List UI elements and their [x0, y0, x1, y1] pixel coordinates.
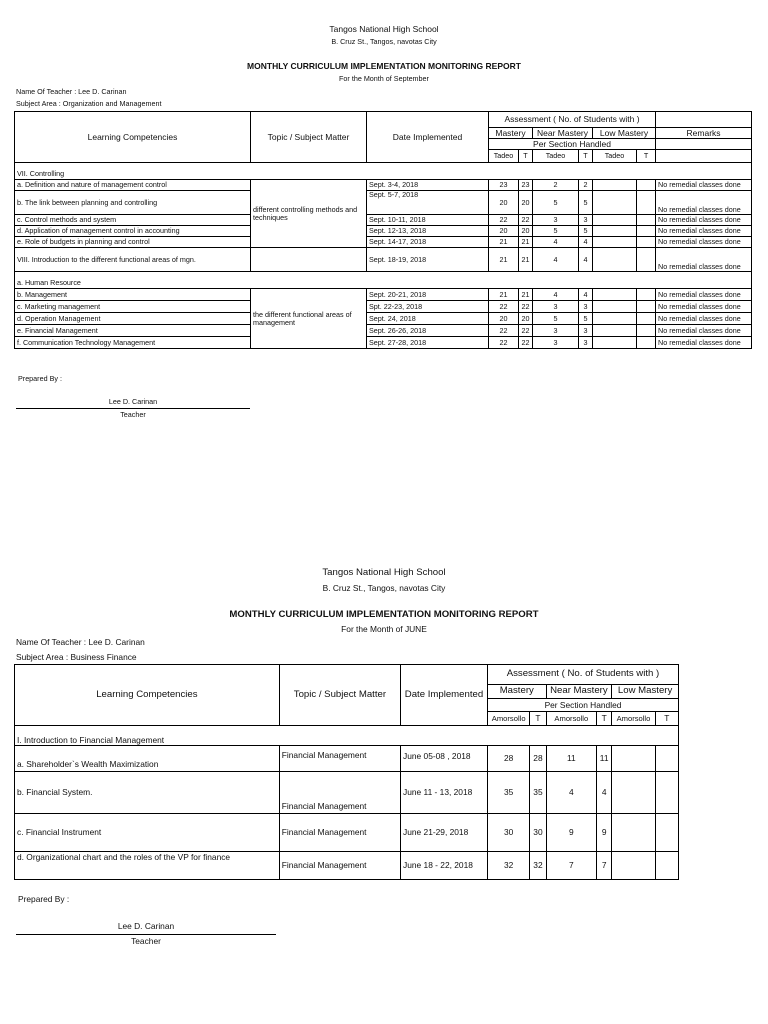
low-t-cell [637, 301, 656, 313]
mastery-cell: 35 [487, 772, 529, 814]
near-t-cell: 5 [579, 313, 593, 325]
mastery-cell: 32 [487, 852, 529, 880]
near-cell: 3 [533, 215, 579, 226]
school-name: Tangos National High School [322, 567, 446, 578]
date-cell: Sept. 26-26, 2018 [367, 325, 489, 337]
low-cell [593, 237, 637, 248]
header-low-mastery: Low Mastery [593, 128, 656, 139]
mastery-t-cell: 23 [519, 180, 533, 191]
low-cell [593, 248, 637, 272]
date-cell: Sept. 5-7, 2018 [367, 191, 489, 215]
near-t-cell: 3 [579, 325, 593, 337]
remarks-cell: No remedial classes done [656, 289, 752, 301]
header-assessment: Assessment ( No. of Students with ) [489, 112, 656, 128]
mastery-t-cell: 22 [519, 301, 533, 313]
mastery-t-cell: 32 [530, 852, 546, 880]
competency-cell: c. Financial Instrument [15, 814, 280, 852]
prepared-by-label: Prepared By : [18, 894, 70, 904]
remarks-cell: No remedial classes done [656, 226, 752, 237]
low-t-cell [655, 814, 678, 852]
report-title: MONTHLY CURRICULUM IMPLEMENTATION MONITORING REPORT [229, 609, 539, 620]
subject-area: Subject Area : Business Finance [16, 652, 137, 662]
competency-cell: b. The link between planning and controlling [15, 191, 251, 215]
report-month: For the Month of September [339, 74, 429, 83]
near-cell: 3 [533, 301, 579, 313]
header-mastery: Mastery [487, 685, 546, 699]
near-cell: 3 [533, 325, 579, 337]
mastery-cell: 28 [487, 746, 529, 772]
spacer-row [15, 726, 679, 736]
mastery-cell: 23 [489, 180, 519, 191]
low-cell [593, 226, 637, 237]
header-competencies: Learning Competencies [15, 112, 251, 163]
near-cell: 9 [546, 814, 597, 852]
header-competencies: Learning Competencies [15, 665, 280, 726]
mastery-cell: 21 [489, 237, 519, 248]
header-mastery: Mastery [489, 128, 533, 139]
near-cell: 5 [533, 226, 579, 237]
low-cell [593, 337, 637, 349]
mastery-t-cell: 20 [519, 226, 533, 237]
near-cell: 4 [533, 248, 579, 272]
mastery-t-cell: 35 [530, 772, 546, 814]
blank-cell [656, 139, 752, 150]
date-cell: Sept. 24, 2018 [367, 313, 489, 325]
report-title: MONTHLY CURRICULUM IMPLEMENTATION MONITORING REPORT [247, 61, 521, 71]
section-heading: I. Introduction to Financial Management [15, 736, 679, 746]
mastery-cell: 21 [489, 248, 519, 272]
blank-cell [656, 150, 752, 163]
date-cell: Sept. 20-21, 2018 [367, 289, 489, 301]
header-section-mastery: Tadeo [489, 150, 519, 163]
low-cell [593, 215, 637, 226]
near-cell: 4 [533, 237, 579, 248]
near-t-cell: 4 [579, 248, 593, 272]
low-t-cell [637, 226, 656, 237]
date-cell: June 05-08 , 2018 [401, 746, 488, 772]
topic-cell: different controlling methods and techniques [251, 180, 367, 248]
low-cell [593, 301, 637, 313]
school-address: B. Cruz St., Tangos, navotas City [331, 37, 437, 46]
competency-cell: c. Marketing management [15, 301, 251, 313]
signer-name: Lee D. Carinan [117, 921, 175, 931]
section-heading: VII. Controlling [15, 169, 752, 180]
competency-cell: d. Application of management control in accounting [15, 226, 251, 237]
report-month: For the Month of JUNE [341, 624, 427, 634]
header-section-mastery: Amorsollo [487, 712, 529, 726]
header-low-mastery: Low Mastery [612, 685, 679, 699]
low-t-cell [655, 772, 678, 814]
topic-cell: Financial Management [279, 814, 400, 852]
school-name: Tangos National High School [329, 24, 439, 34]
low-cell [593, 289, 637, 301]
near-t-cell: 9 [597, 814, 612, 852]
signer-role: Teacher [120, 410, 146, 419]
remarks-cell: No remedial classes done [656, 215, 752, 226]
near-cell: 5 [533, 313, 579, 325]
signature-line [16, 934, 276, 935]
header-per-section: Per Section Handled [487, 699, 678, 712]
section-heading: a. Human Resource [15, 278, 752, 289]
mastery-t-cell: 21 [519, 289, 533, 301]
near-t-cell: 7 [597, 852, 612, 880]
competency-cell: b. Financial System. [15, 772, 280, 814]
low-cell [593, 325, 637, 337]
competency-cell: a. Definition and nature of management control [15, 180, 251, 191]
near-cell: 2 [533, 180, 579, 191]
mastery-t-cell: 21 [519, 248, 533, 272]
header-t-low: T [637, 150, 656, 163]
low-t-cell [655, 852, 678, 880]
mastery-t-cell: 22 [519, 337, 533, 349]
teacher-name: Name Of Teacher : Lee D. Carinan [16, 87, 127, 96]
signer-name: Lee D. Carinan [108, 397, 158, 406]
near-t-cell: 3 [579, 301, 593, 313]
low-t-cell [637, 237, 656, 248]
low-t-cell [637, 289, 656, 301]
near-t-cell: 3 [579, 215, 593, 226]
header-t-mastery: T [519, 150, 533, 163]
near-t-cell: 4 [579, 289, 593, 301]
low-t-cell [637, 325, 656, 337]
mastery-cell: 21 [489, 289, 519, 301]
date-cell: Sept. 12-13, 2018 [367, 226, 489, 237]
near-cell: 11 [546, 746, 597, 772]
header-blank [656, 112, 752, 128]
near-t-cell: 4 [579, 237, 593, 248]
date-cell: Sept. 18-19, 2018 [367, 248, 489, 272]
monitoring-table [14, 111, 752, 349]
near-cell: 7 [546, 852, 597, 880]
competency-cell: d. Operation Management [15, 313, 251, 325]
subject-area: Subject Area : Organization and Management [16, 99, 162, 108]
topic-cell: Financial Management [279, 772, 400, 814]
mastery-t-cell: 20 [519, 191, 533, 215]
near-t-cell: 5 [579, 226, 593, 237]
header-remarks: Remarks [656, 128, 752, 139]
low-cell [612, 746, 655, 772]
mastery-t-cell: 22 [519, 215, 533, 226]
school-address: B. Cruz St., Tangos, navotas City [322, 583, 446, 593]
date-cell: Sept. 14-17, 2018 [367, 237, 489, 248]
mastery-cell: 20 [489, 313, 519, 325]
signer-role: Teacher [131, 936, 161, 946]
topic-cell: Financial Management [279, 852, 400, 880]
date-cell: June 21-29, 2018 [401, 814, 488, 852]
competency-cell: e. Role of budgets in planning and control [15, 237, 251, 248]
header-topic: Topic / Subject Matter [251, 112, 367, 163]
remarks-cell: No remedial classes done [656, 180, 752, 191]
near-cell: 4 [533, 289, 579, 301]
competency-cell: b. Management [15, 289, 251, 301]
competency-cell: e. Financial Management [15, 325, 251, 337]
mastery-t-cell: 22 [519, 325, 533, 337]
competency-cell: c. Control methods and system [15, 215, 251, 226]
date-cell: Sept. 27-28, 2018 [367, 337, 489, 349]
topic-cell: the different functional areas of management [251, 289, 367, 349]
teacher-name: Name Of Teacher : Lee D. Carinan [16, 637, 145, 647]
header-section-low: Tadeo [593, 150, 637, 163]
header-t-near: T [597, 712, 612, 726]
mastery-cell: 22 [489, 325, 519, 337]
low-t-cell [637, 248, 656, 272]
low-t-cell [637, 337, 656, 349]
mastery-cell: 30 [487, 814, 529, 852]
low-cell [593, 180, 637, 191]
remarks-cell: No remedial classes done [656, 301, 752, 313]
low-cell [593, 313, 637, 325]
low-t-cell [637, 191, 656, 215]
mastery-cell: 22 [489, 337, 519, 349]
low-cell [612, 772, 655, 814]
competency-cell: VIII. Introduction to the different functional areas of mgn. [15, 248, 251, 272]
remarks-cell: No remedial classes done [656, 237, 752, 248]
competency-cell: f. Communication Technology Management [15, 337, 251, 349]
topic-cell: Financial Management [279, 746, 400, 772]
remarks-cell: No remedial classes done [656, 337, 752, 349]
mastery-t-cell: 30 [530, 814, 546, 852]
header-date: Date Implemented [401, 665, 488, 726]
competency-cell: a. Shareholder`s Wealth Maximization [15, 746, 280, 772]
remarks-cell: No remedial classes done [656, 248, 752, 272]
near-t-cell: 2 [579, 180, 593, 191]
mastery-cell: 22 [489, 301, 519, 313]
remarks-cell: No remedial classes done [656, 313, 752, 325]
header-section-near: Tadeo [533, 150, 579, 163]
low-cell [612, 814, 655, 852]
topic-cell [251, 248, 367, 272]
monitoring-table [14, 664, 679, 880]
near-t-cell: 5 [579, 191, 593, 215]
mastery-t-cell: 21 [519, 237, 533, 248]
header-near-mastery: Near Mastery [533, 128, 593, 139]
prepared-by-label: Prepared By : [18, 374, 62, 383]
header-topic: Topic / Subject Matter [279, 665, 400, 726]
low-t-cell [637, 180, 656, 191]
low-t-cell [655, 746, 678, 772]
date-cell: Sept. 3-4, 2018 [367, 180, 489, 191]
mastery-cell: 20 [489, 191, 519, 215]
header-t-near: T [579, 150, 593, 163]
date-cell: Sept. 10-11, 2018 [367, 215, 489, 226]
remarks-cell: No remedial classes done [656, 325, 752, 337]
near-t-cell: 3 [579, 337, 593, 349]
low-t-cell [637, 215, 656, 226]
header-t-low: T [655, 712, 678, 726]
remarks-cell: No remedial classes done [656, 191, 752, 215]
date-cell: June 11 - 13, 2018 [401, 772, 488, 814]
near-t-cell: 4 [597, 772, 612, 814]
competency-cell: d. Organizational chart and the roles of the VP for finance [15, 852, 280, 880]
header-per-section: Per Section Handled [489, 139, 656, 150]
mastery-t-cell: 28 [530, 746, 546, 772]
low-cell [593, 191, 637, 215]
near-cell: 4 [546, 772, 597, 814]
mastery-cell: 20 [489, 226, 519, 237]
header-section-near: Amorsollo [546, 712, 597, 726]
low-t-cell [637, 313, 656, 325]
mastery-cell: 22 [489, 215, 519, 226]
date-cell: June 18 - 22, 2018 [401, 852, 488, 880]
header-t-mastery: T [530, 712, 546, 726]
header-section-low: Amorsollo [612, 712, 655, 726]
header-assessment: Assessment ( No. of Students with ) [487, 665, 678, 685]
near-t-cell: 11 [597, 746, 612, 772]
signature-line [16, 408, 250, 409]
date-cell: Spt. 22-23, 2018 [367, 301, 489, 313]
near-cell: 3 [533, 337, 579, 349]
header-date: Date Implemented [367, 112, 489, 163]
near-cell: 5 [533, 191, 579, 215]
mastery-t-cell: 20 [519, 313, 533, 325]
header-near-mastery: Near Mastery [546, 685, 612, 699]
low-cell [612, 852, 655, 880]
